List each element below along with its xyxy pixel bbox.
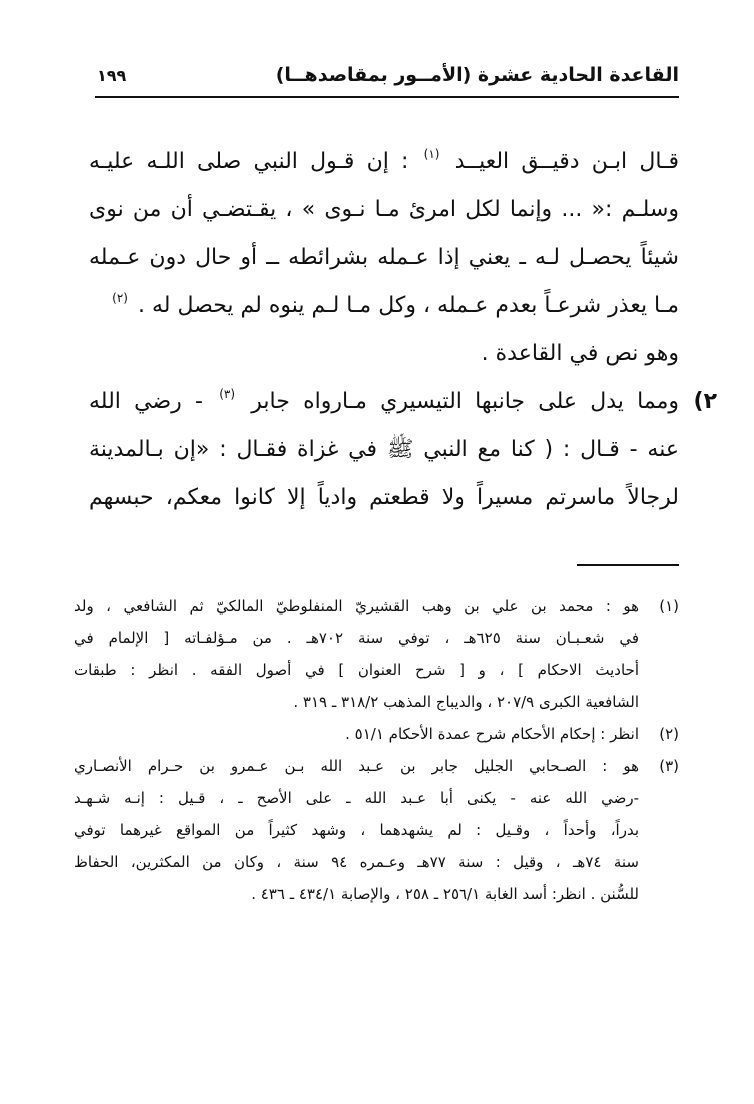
footnote-line: للسُّنن . انظر: أسد الغابة ٢٥٦/١ ـ ٢٥٨ ، والإصابة ٤٣٤/١ ـ ٤٣٦ . xyxy=(251,885,639,903)
body-text: مـا يعذر شرعـاً بعدم عـمله ، وكل مـا لـم ينوه لم يحصل له . xyxy=(137,293,679,318)
footnote-line: -رضي الله عنه - يكنى أبا عـبد الله ـ على الأصح ـ ، قـيل : إنـه شـهـد xyxy=(74,789,639,807)
numbered-item xyxy=(89,378,717,426)
body-text: قـال ابـن دقيــق العيــد xyxy=(454,149,679,174)
footnote-2 xyxy=(74,718,679,750)
footnote-ref[interactable]: (٣) xyxy=(219,387,236,401)
footnote-3 xyxy=(74,750,679,910)
body-text: - رضي الله xyxy=(89,389,203,414)
main-text xyxy=(89,138,717,522)
footnote-line: في شعـبـان سنة ٦٢٥هـ ، توفي سنة ٧٠٢هـ . من مـؤلفـاته [ الإلمام في xyxy=(74,629,640,647)
footnote-1 xyxy=(74,590,679,718)
body-line xyxy=(89,282,679,330)
body-line: لرجالاً ماسرتم مسيراً ولا قطعتم وادياً إلا كانوا معكم، حبسهم xyxy=(89,485,679,510)
footnote-line: أحاديث الاحكام ] ، و [ شرح العنوان ] في أصول الفقه . انظر : طبقات xyxy=(74,661,639,679)
body-line: وسلـم :« ... وإنما لكل امرئ مـا نـوى » ، يقـتضـي أن من نوى xyxy=(89,197,679,222)
footnote-line: هو : محمد بن علي بن وهب القشيريّ المنفلوطيّ المالكيّ ثم الشافعي ، ولد xyxy=(74,597,639,615)
footnote-line: هو : الصـحابي الجليل جابر بن عـبد الله بـن عـمرو بن حـرام الأنصـاري xyxy=(74,757,639,775)
body-line xyxy=(89,138,679,186)
body-text: ومما يدل على جانبها التيسيري مـارواه جابر xyxy=(251,389,679,414)
item-number: ٢) xyxy=(693,389,717,414)
footnote-label: (٢) xyxy=(659,725,679,743)
footnote-label: (٣) xyxy=(659,757,679,775)
body-line: شيئاً يحصـل لـه ـ يعني إذا عـمله بشرائطه ــ أو حال دون عـمله xyxy=(89,245,679,270)
footnote-ref[interactable]: (٢) xyxy=(112,291,128,305)
footnote-line: بدراً، وأحداً ، وقـيل : لم يشهدهما ، وشهد كثيراً من المواقع غيرهما توفي xyxy=(74,821,639,839)
body-text: : إن قـول النبي صلى اللـه عليـه xyxy=(89,149,409,174)
running-header xyxy=(95,58,679,98)
footnote-separator xyxy=(577,564,679,566)
body-line: عنه - قـال : ( كنا مع النبي ﷺ في غزاة فقـال : «إن بـالمدينة xyxy=(89,437,679,462)
footnote-line: الشافعية الكبرى ٢٠٧/٩ ، والديباج المذهب ٣١٨/٢ ـ ٣١٩ . xyxy=(293,693,639,711)
footnote-label: (١) xyxy=(659,597,679,615)
footnote-line: سنة ٧٤هـ ، وقيل : سنة ٧٧هـ وعـمره ٩٤ سنة ، وكان من المكثرين، الحفاظ xyxy=(74,853,639,871)
body-line: وهو نص في القاعدة . xyxy=(481,341,679,366)
footnote-line: انظر : إحكام الأحكام شرح عمدة الأحكام ٥١/١ . xyxy=(345,725,639,743)
page-number: ١٩٩ xyxy=(97,66,127,85)
footnote-ref[interactable]: (١) xyxy=(423,147,440,161)
chapter-title: القاعدة الحادية عشرة (الأمــور بمقاصدهــا) xyxy=(275,64,679,86)
footnotes xyxy=(74,590,679,910)
